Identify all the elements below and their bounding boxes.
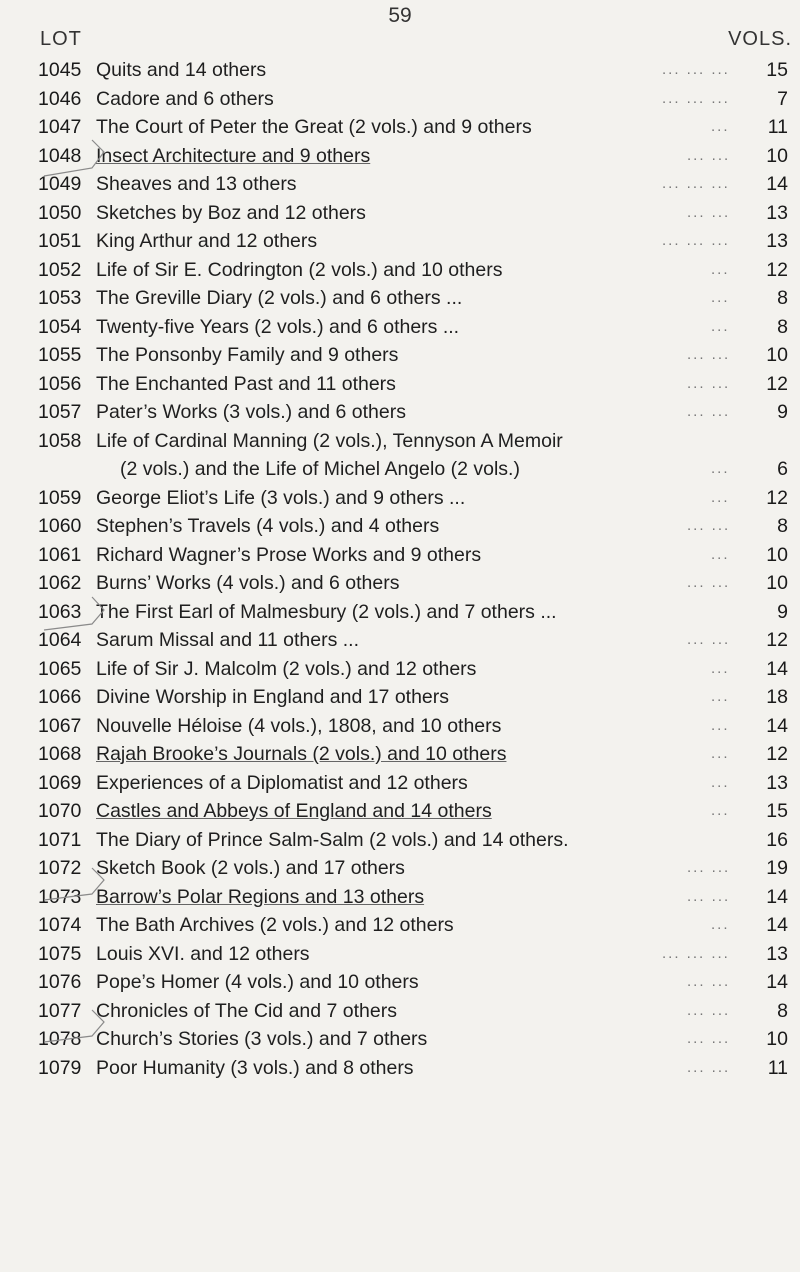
lot-title: Quits and 14 others xyxy=(96,59,267,81)
vols-count: 12 xyxy=(766,486,788,509)
leader-dots: ... ... xyxy=(687,887,731,905)
vols-count: 10 xyxy=(766,144,788,167)
lot-number: 1067 xyxy=(38,714,82,737)
lot-row xyxy=(0,997,800,1026)
leader-dots: ... ... xyxy=(687,631,731,648)
lot-number: 1045 xyxy=(38,59,82,81)
lot-row xyxy=(0,854,800,883)
leader-dots: ... ... ... xyxy=(662,89,730,107)
lot-title: Louis XVI. and 12 others xyxy=(96,942,310,965)
lot-number: 1054 xyxy=(38,315,82,338)
lot-title: The Court of Peter the Great (2 vols.) and 9 others xyxy=(96,116,532,138)
vols-column-header: VOLS. xyxy=(728,28,792,50)
lot-title: Experiences of a Diplomatist and 12 others xyxy=(96,771,468,794)
leader-dots: ... ... xyxy=(687,374,731,392)
lot-number: 1071 xyxy=(38,828,82,851)
leader-dots: ... ... xyxy=(687,1058,731,1076)
lot-row xyxy=(0,797,800,826)
lot-row xyxy=(0,484,800,513)
lot-row xyxy=(0,826,800,855)
lot-number: 1050 xyxy=(38,201,82,224)
vols-count: 13 xyxy=(766,771,788,794)
lot-title: Nouvelle Héloise (4 vols.), 1808, and 10 others xyxy=(96,714,502,737)
lot-row xyxy=(0,683,800,712)
leader-dots: ... xyxy=(711,545,730,563)
leader-dots: ... ... xyxy=(687,1001,731,1019)
leader-dots: ... ... xyxy=(687,346,731,363)
lot-title: The First Earl of Malmesbury (2 vols.) and 7 others ... xyxy=(96,600,557,623)
lot-title: King Arthur and 12 others xyxy=(96,230,318,252)
lot-number: 1056 xyxy=(38,372,82,395)
vols-count: 14 xyxy=(766,971,788,993)
lot-title: Barrow’s Polar Regions and 13 others xyxy=(96,885,425,908)
column-header-row xyxy=(0,28,800,58)
vols-count: 12 xyxy=(766,372,788,395)
lot-number: 1068 xyxy=(38,743,82,765)
lot-title: Insect Architecture and 9 others xyxy=(96,144,371,167)
leader-dots: ... ... xyxy=(687,973,731,990)
lot-row xyxy=(0,370,800,399)
lot-row xyxy=(0,313,800,342)
vols-count: 8 xyxy=(777,515,788,537)
vols-count: 8 xyxy=(777,287,788,309)
lot-number: 1077 xyxy=(38,999,82,1022)
lot-number: 1073 xyxy=(38,885,82,908)
lot-number: 1051 xyxy=(38,230,82,252)
lot-row xyxy=(0,541,800,570)
lot-number: 1052 xyxy=(38,258,82,281)
leader-dots: ... xyxy=(711,688,730,705)
vols-count: 15 xyxy=(766,59,788,81)
lot-title: Sketches by Boz and 12 others xyxy=(96,201,366,224)
leader-dots: ... ... xyxy=(687,517,731,534)
lot-row xyxy=(0,769,800,798)
lot-row xyxy=(0,256,800,285)
page-number: 59 xyxy=(388,4,412,27)
vols-count: 10 xyxy=(766,1028,788,1050)
lot-title: Sarum Missal and 11 others ... xyxy=(96,629,360,651)
leader-dots: ... ... xyxy=(687,203,731,221)
lot-row xyxy=(0,512,800,541)
lot-row xyxy=(0,455,800,484)
lot-row xyxy=(0,199,800,228)
leader-dots: ... xyxy=(711,317,730,335)
lot-row xyxy=(0,626,800,655)
leader-dots: ... xyxy=(711,289,730,306)
lot-number: 1063 xyxy=(38,600,82,623)
vols-count: 15 xyxy=(766,800,788,822)
lot-number: 1065 xyxy=(38,657,82,680)
lot-row xyxy=(0,883,800,912)
vols-count: 12 xyxy=(766,258,788,281)
lot-number: 1070 xyxy=(38,800,82,822)
lot-title: (2 vols.) and the Life of Michel Angelo (2 vols.) xyxy=(120,458,520,480)
lot-number: 1057 xyxy=(38,401,82,423)
lot-title: Pope’s Homer (4 vols.) and 10 others xyxy=(96,971,419,993)
lot-number: 1069 xyxy=(38,771,82,794)
vols-count: 8 xyxy=(777,999,788,1022)
vols-count: 18 xyxy=(766,686,788,708)
lot-title: Stephen’s Travels (4 vols.) and 4 others xyxy=(96,515,440,537)
leader-dots: ... xyxy=(711,802,730,819)
lot-list xyxy=(0,56,800,1082)
lot-number: 1061 xyxy=(38,543,82,566)
lot-title: Chronicles of The Cid and 7 others xyxy=(96,999,397,1022)
lot-row xyxy=(0,1054,800,1083)
vols-count: 13 xyxy=(766,942,788,965)
lot-number: 1047 xyxy=(38,116,82,138)
lot-number: 1062 xyxy=(38,572,82,594)
vols-count: 12 xyxy=(766,743,788,765)
lot-title: Life of Sir J. Malcolm (2 vols.) and 12 others xyxy=(96,657,477,680)
vols-count: 8 xyxy=(777,315,788,338)
lot-title: Church’s Stories (3 vols.) and 7 others xyxy=(96,1028,428,1050)
vols-count: 12 xyxy=(766,629,788,651)
leader-dots: ... xyxy=(711,716,730,734)
vols-count: 14 xyxy=(766,914,788,936)
lot-title: Divine Worship in England and 17 others xyxy=(96,686,450,708)
leader-dots: ... xyxy=(711,659,730,677)
lot-number: 1059 xyxy=(38,486,82,509)
leader-dots: ... ... ... xyxy=(662,61,730,78)
lot-number: 1072 xyxy=(38,857,82,879)
lot-title: The Ponsonby Family and 9 others xyxy=(96,344,399,366)
vols-count: 13 xyxy=(766,201,788,224)
lot-row xyxy=(0,56,800,85)
lot-number: 1079 xyxy=(38,1056,82,1079)
lot-title: Life of Cardinal Manning (2 vols.), Tennyson A Memoir xyxy=(96,429,563,452)
lot-row xyxy=(0,341,800,370)
lot-number: 1046 xyxy=(38,87,82,110)
leader-dots: ... xyxy=(711,916,730,933)
vols-count: 9 xyxy=(777,401,788,423)
lot-column-header: LOT xyxy=(40,28,82,50)
leader-dots: ... xyxy=(711,118,730,135)
lot-title: Poor Humanity (3 vols.) and 8 others xyxy=(96,1056,414,1079)
lot-row xyxy=(0,598,800,627)
lot-number: 1058 xyxy=(38,429,82,452)
lot-row xyxy=(0,968,800,997)
lot-title: Twenty-five Years (2 vols.) and 6 others ... xyxy=(96,315,460,338)
lot-title: Castles and Abbeys of England and 14 others xyxy=(96,800,492,822)
vols-count: 14 xyxy=(766,885,788,908)
leader-dots: ... ... ... xyxy=(662,232,730,249)
lot-number: 1060 xyxy=(38,515,82,537)
leader-dots: ... ... ... xyxy=(662,175,730,192)
vols-count: 10 xyxy=(766,543,788,566)
leader-dots: ... xyxy=(711,488,730,506)
lot-row xyxy=(0,398,800,427)
leader-dots: ... ... xyxy=(687,1030,731,1047)
leader-dots: ... ... xyxy=(687,146,731,164)
lot-row xyxy=(0,569,800,598)
lot-title: Burns’ Works (4 vols.) and 6 others xyxy=(96,572,400,594)
lot-number: 1048 xyxy=(38,144,82,167)
vols-count: 6 xyxy=(777,458,788,480)
lot-row xyxy=(0,1025,800,1054)
lot-title: Pater’s Works (3 vols.) and 6 others xyxy=(96,401,406,423)
lot-title: Cadore and 6 others xyxy=(96,87,274,110)
lot-title: Sheaves and 13 others xyxy=(96,173,297,195)
lot-row xyxy=(0,142,800,171)
leader-dots: ... ... xyxy=(687,574,731,591)
vols-count: 19 xyxy=(766,857,788,879)
lot-row xyxy=(0,427,800,456)
lot-row xyxy=(0,712,800,741)
lot-title: The Greville Diary (2 vols.) and 6 others ... xyxy=(96,287,463,309)
lot-number: 1064 xyxy=(38,629,82,651)
lot-number: 1053 xyxy=(38,287,82,309)
vols-count: 11 xyxy=(767,1056,788,1079)
leader-dots: ... ... xyxy=(687,403,731,420)
leader-dots: ... xyxy=(711,460,730,477)
lot-row xyxy=(0,227,800,256)
lot-title: Sketch Book (2 vols.) and 17 others xyxy=(96,857,405,879)
lot-row xyxy=(0,284,800,313)
leader-dots: ... xyxy=(711,745,730,762)
leader-dots: ... xyxy=(711,260,730,278)
vols-count: 13 xyxy=(766,230,788,252)
lot-title: George Eliot’s Life (3 vols.) and 9 others ... xyxy=(96,486,466,509)
lot-title: Rajah Brooke’s Journals (2 vols.) and 10 others xyxy=(96,743,507,765)
lot-title: Life of Sir E. Codrington (2 vols.) and 10 others xyxy=(96,258,503,281)
lot-number: 1074 xyxy=(38,914,82,936)
vols-count: 11 xyxy=(767,116,788,138)
vols-count: 10 xyxy=(766,344,788,366)
lot-number: 1066 xyxy=(38,686,82,708)
lot-title: Richard Wagner’s Prose Works and 9 others xyxy=(96,543,482,566)
lot-number: 1078 xyxy=(38,1028,82,1050)
lot-row xyxy=(0,170,800,199)
lot-number: 1075 xyxy=(38,942,82,965)
lot-title: The Bath Archives (2 vols.) and 12 others xyxy=(96,914,454,936)
lot-row xyxy=(0,911,800,940)
vols-count: 14 xyxy=(766,173,788,195)
vols-count: 14 xyxy=(766,714,788,737)
lot-row xyxy=(0,655,800,684)
vols-count: 16 xyxy=(766,828,788,851)
leader-dots: ... ... ... xyxy=(662,944,730,962)
lot-title: The Enchanted Past and 11 others xyxy=(96,372,396,395)
lot-row xyxy=(0,940,800,969)
lot-number: 1055 xyxy=(38,344,82,366)
lot-title: The Diary of Prince Salm-Salm (2 vols.) and 14 others. xyxy=(96,828,569,851)
vols-count: 10 xyxy=(766,572,788,594)
lot-number: 1076 xyxy=(38,971,82,993)
vols-count: 14 xyxy=(766,657,788,680)
leader-dots: ... ... xyxy=(687,859,731,876)
lot-row xyxy=(0,740,800,769)
vols-count: 7 xyxy=(777,87,788,110)
lot-number: 1049 xyxy=(38,173,82,195)
vols-count: 9 xyxy=(777,600,788,623)
lot-row xyxy=(0,85,800,114)
lot-row xyxy=(0,113,800,142)
leader-dots: ... xyxy=(711,773,730,791)
